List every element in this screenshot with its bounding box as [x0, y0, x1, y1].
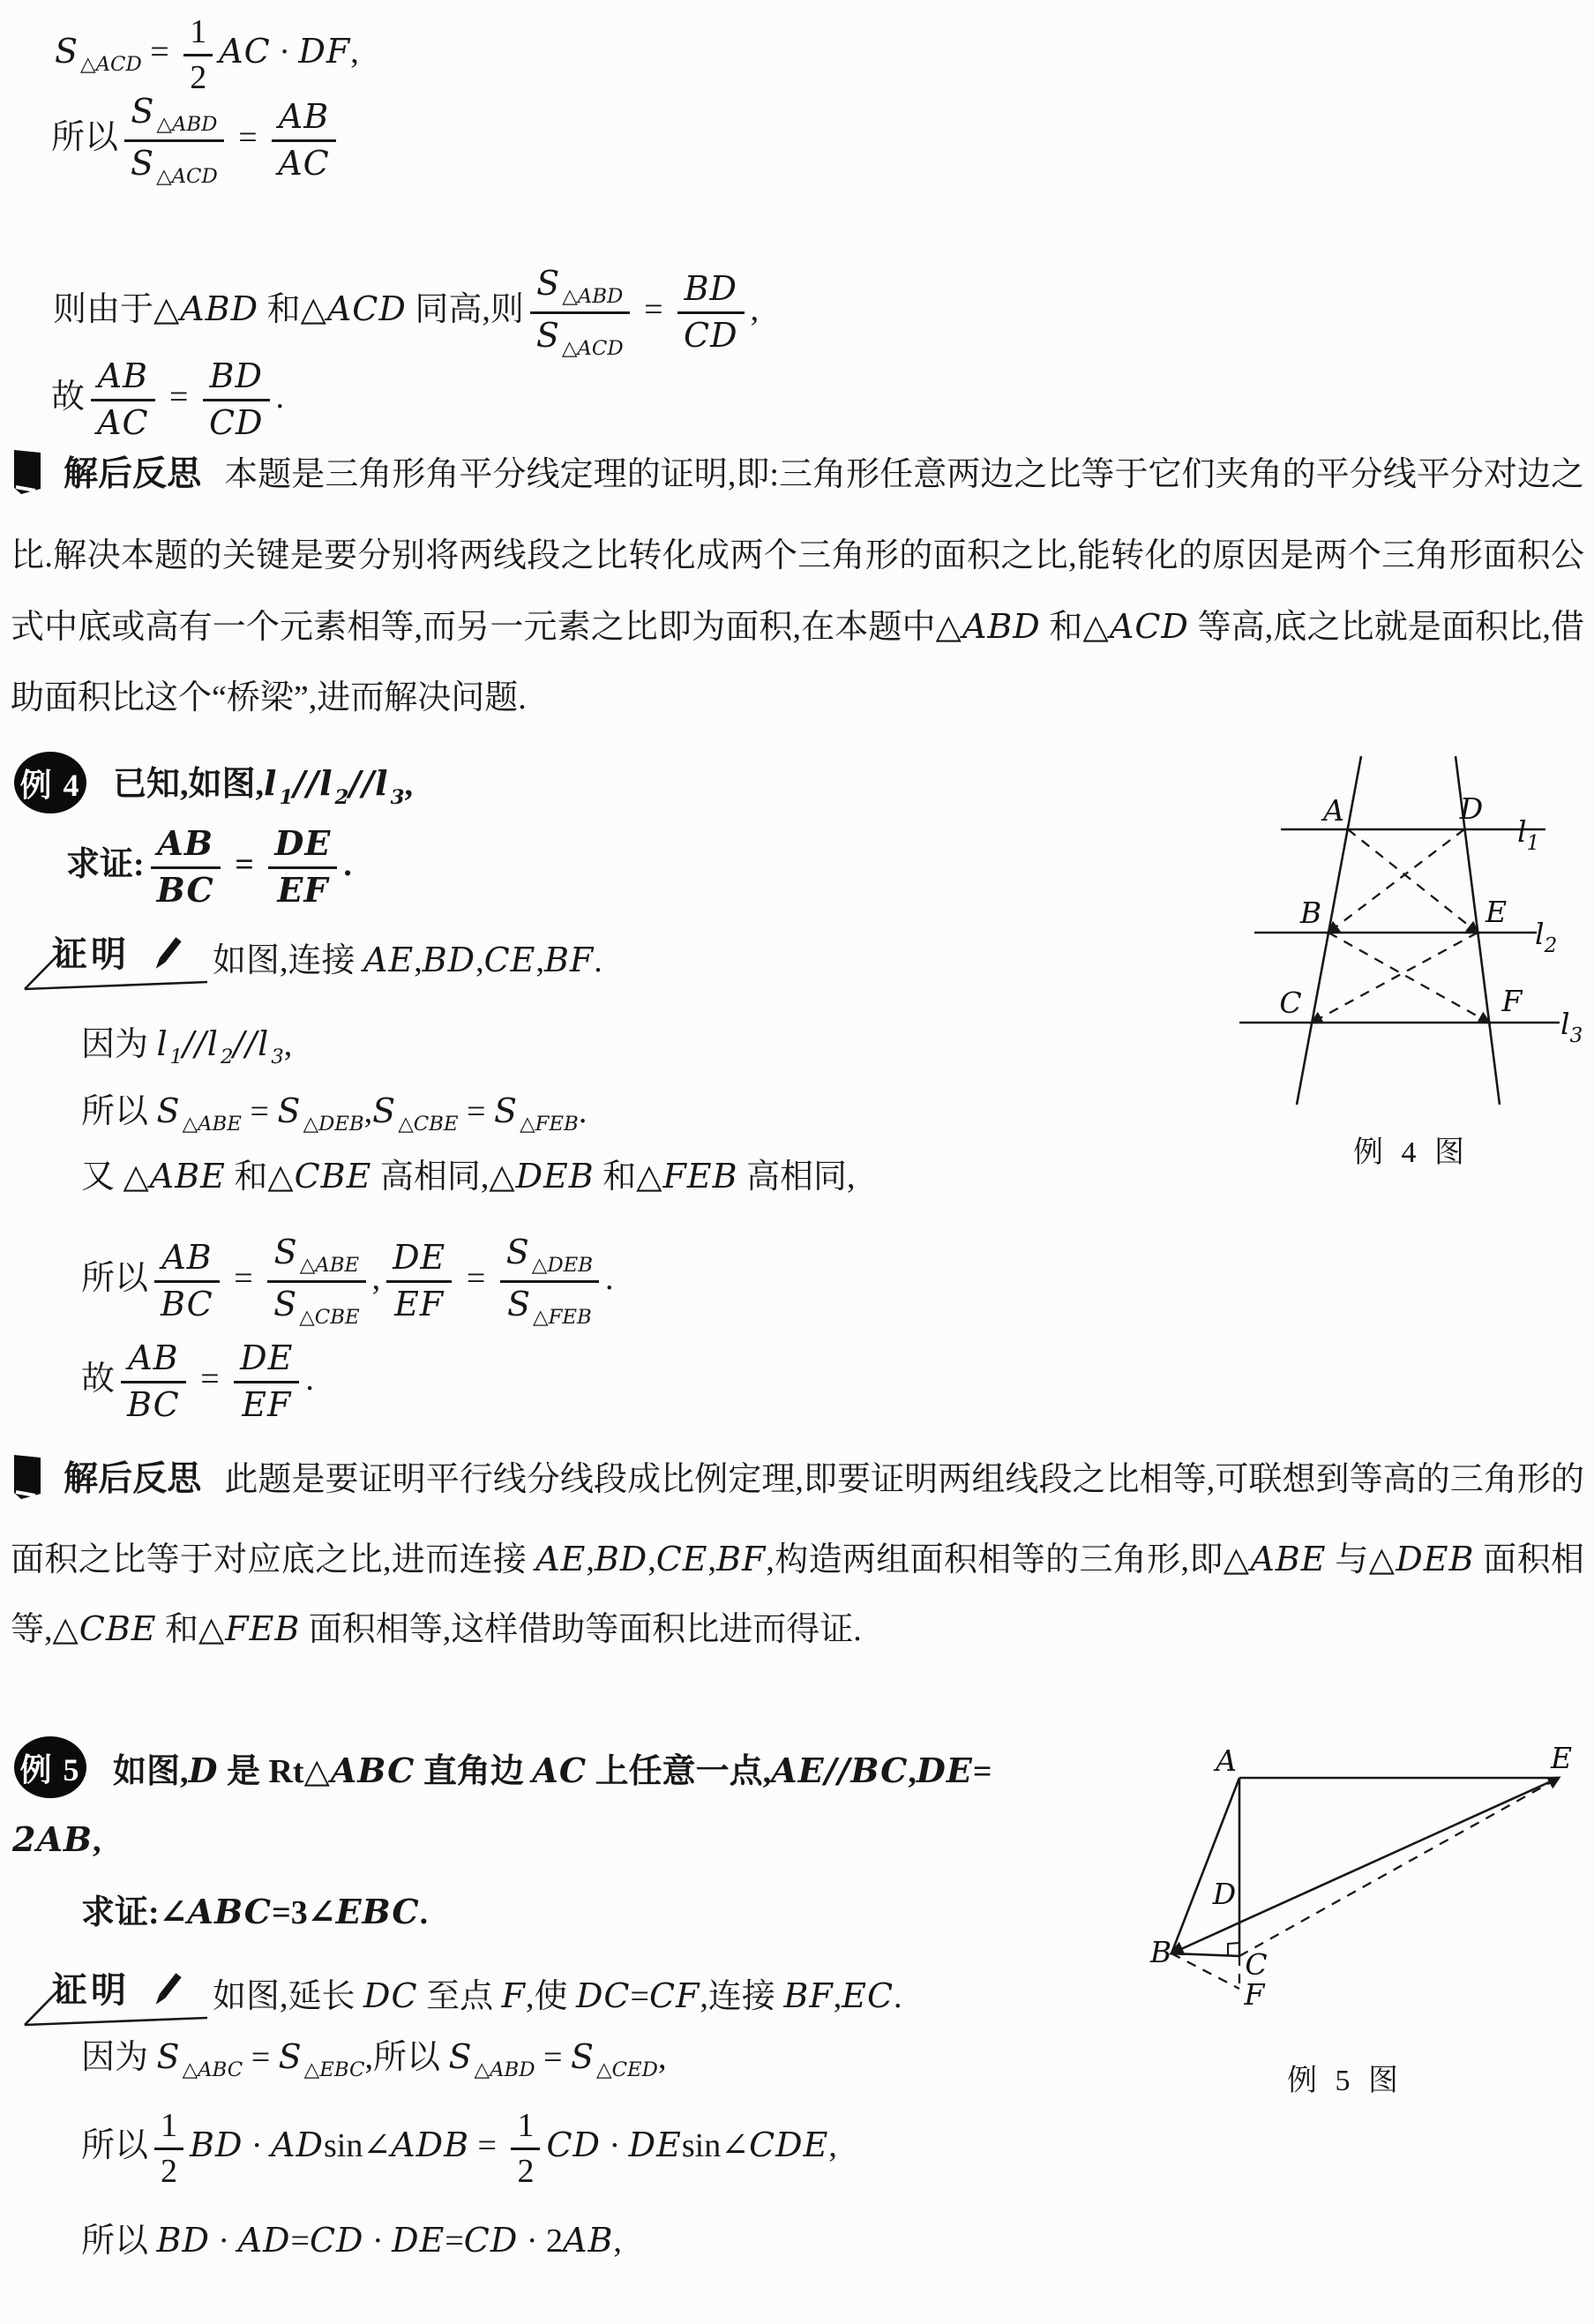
reflection-label: 解后反思 [64, 1460, 202, 1498]
formula-line-3: 则由于△ABD 和△ACD 同高,则 $S_{\triangle ABD}$ $S_{\triangle ACD}$ = $\frac{BD}{CD}$ , [53, 264, 760, 360]
line-label-l3: $l_3$ [1560, 1007, 1583, 1047]
point-label-D: D [1459, 791, 1484, 826]
reflection-2 [11, 1445, 1584, 1664]
reflection-label: 解后反思 [64, 455, 202, 493]
proof4-line-1: 因为 $l_1//l_2//l_3$, [81, 1024, 293, 1069]
point-label-F: F [1244, 1977, 1265, 2012]
proof5-intro: 如图,延长 DC 至点 F,使 DC=CF,连接 BF,EC. [213, 1976, 902, 2015]
example5-statement: 如图,D 是 Rt△ABC 直角边 AC 上任意一点,AE//BC,DE= [113, 1750, 992, 1790]
example5-header [14, 1736, 992, 1798]
line-label-l1: $l_1$ [1517, 814, 1540, 855]
proof5-line-2: 所以 $\frac{1}{2}$ BD · ADsin∠ADB = $\frac{1}{2}$ CD · DEsin∠CDE, [81, 2107, 837, 2190]
dashed-segment-EC [1312, 933, 1478, 1023]
proof4-line-3: 又 △ABE 和△CBE 高相同,△DEB 和△FEB 高相同, [81, 1157, 856, 1196]
proof5-section-label: 证明 [22, 1960, 138, 2025]
reflection-1 [11, 439, 1584, 733]
figure4-caption: 例 4 图 [1353, 1136, 1470, 1169]
example4-statement: 已知,如图$,l_1//l_2//l_3$, [113, 763, 413, 809]
point-label-C: C [1279, 986, 1302, 1020]
proof5-line-1: 因为 $S_{\triangle ABC} = S_{\triangle EBC}$,所以 $S_{\triangle ABD} = S_{\triangle CED}$, [81, 2037, 667, 2082]
proof5-header [22, 1960, 902, 2025]
dashed-segment-BF [1171, 1953, 1239, 1989]
proof4-line-2: 所以 $S_{\triangle ABE} = S_{\triangle DEB},S_{\triangle CBE} = S_{\triangle FEB}$. [81, 1091, 587, 1136]
formula-line-2: 所以 $S_{\triangle ABD}$ $S_{\triangle ACD}$ = $\frac{AB}{AC}$ [51, 93, 342, 188]
book-icon [11, 1453, 44, 1525]
point-label-B: B [1299, 896, 1322, 930]
point-label-E: E [1550, 1741, 1573, 1775]
proof5-line-3: 所以 BD · AD=CD · DE=CD · 2AB, [81, 2221, 622, 2260]
example5-badge: 例 5 [14, 1736, 86, 1798]
point-label-F: F [1501, 984, 1523, 1018]
reflection-body: 此题是要证明平行线分线段成比例定理,即要证明两组线段之比相等,可联想到等高的三角形的面积之比等于对应底之比,进而连接 AE,BD,CE,BF,构造两组面积相等的三角形,即△ABE 与△DEB 面积相等,△CBE 和△FEB 面积相等,这样借助等面积比进而得证. [11, 1461, 1584, 1648]
figure-example5 [1147, 1731, 1594, 2047]
proof4-header [22, 925, 602, 989]
line-label-l2: $l_2$ [1535, 917, 1558, 957]
example4-badge: 例 4 [14, 752, 86, 813]
proof4-intro: 如图,连接 AE,BD,CE,BF. [213, 941, 602, 979]
formula-line-4: 故 $\frac{AB}{AC}$ = $\frac{BD}{CD}$ . [51, 356, 285, 442]
point-label-D: D [1212, 1877, 1237, 1911]
proof4-line-5: 故 $\frac{AB}{BC}$ = $\frac{DE}{EF}$ . [81, 1338, 314, 1424]
point-label-E: E [1485, 895, 1508, 929]
example5-claim: 求证:∠ABC=3∠EBC. [81, 1892, 429, 1931]
formula-line-1: $S_{\triangle ACD}$ = $\frac{1}{2}$ AC · DF, [55, 13, 359, 96]
point-label-B: B [1149, 1935, 1172, 1969]
point-label-A: A [1323, 793, 1344, 828]
figure5-caption: 例 5 图 [1287, 2065, 1403, 2097]
point-label-A: A [1216, 1743, 1237, 1778]
dashed-segment-AE [1348, 829, 1478, 933]
dashed-segment-DB [1328, 829, 1464, 933]
example5-statement-wrap: 2AB, [12, 1819, 101, 1859]
proof4-line-4: 所以 $\frac{AB}{BC}$ = $S_{\triangle ABE}$ $S_{\triangle CBE}$ , $\frac{DE}{EF}$ = $S_{\triangle DEB}$ $S_{\triangle FEB}$ . [81, 1233, 614, 1329]
point-label-C: C [1245, 1947, 1268, 1982]
dashed-segment-BF [1328, 933, 1489, 1023]
dashed-segment-CE [1239, 1778, 1559, 1956]
proof4-section-label: 证明 [22, 925, 138, 989]
proof-underline-flourish [22, 934, 212, 993]
example4-claim: 求证: $\frac{AB}{BC}$ = $\frac{DE}{EF}$ . [66, 823, 352, 910]
segment-BC [1171, 1953, 1239, 1956]
right-angle-mark [1228, 1943, 1239, 1955]
reflection-body: 本题是三角形角平分线定理的证明,即:三角形任意两边之比等于它们夹角的平分线平分对边之比.解决本题的关键是要分别将两线段之比转化成两个三角形的面积之比,能转化的原因是两个三角形面积公式中底或高有一个元素相等,而另一元素之比即为面积,在本题中△ABD 和△ACD 等高,底之比就是面积比,借助面积比这个“桥梁”,进而解决问题. [11, 456, 1584, 716]
book-icon [11, 448, 44, 521]
example4-header [14, 752, 413, 813]
figure-example4 [1235, 752, 1588, 1112]
proof-underline-flourish [22, 1970, 212, 2028]
